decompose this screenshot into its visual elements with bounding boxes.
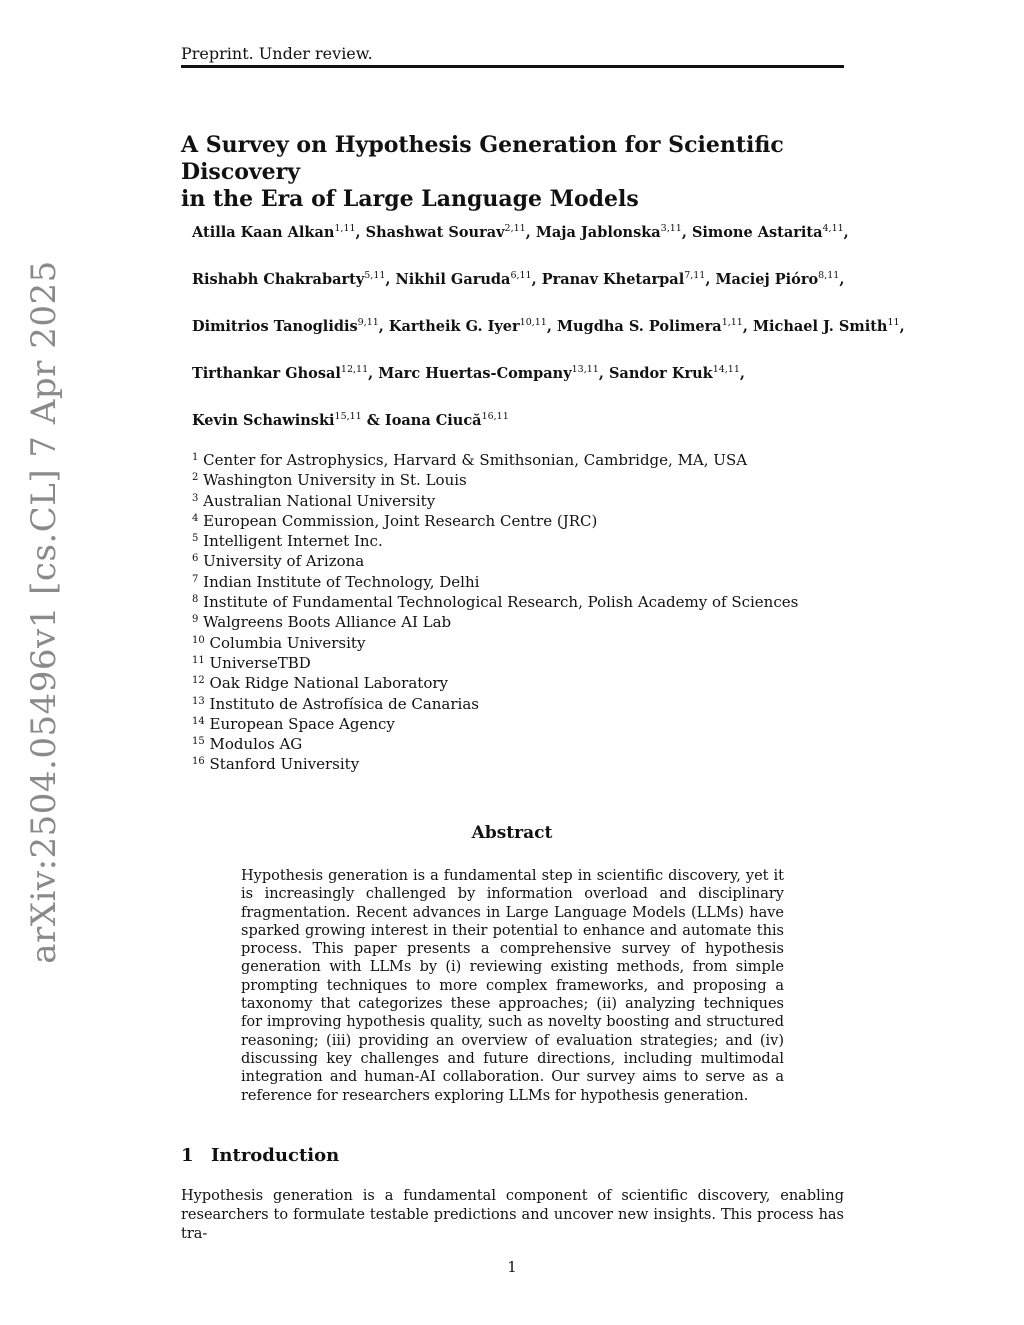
author: Kevin Schawinski$^{15,11}$ & — [192, 411, 385, 429]
author: Maciej Pióro$^{8,11}$, — [715, 270, 845, 288]
affiliation: $^6$ University of Arizona — [192, 552, 365, 571]
affiliation: $^9$ Walgreens Boots Alliance AI Lab — [192, 613, 452, 632]
affiliation: $^3$ Australian National University — [192, 491, 436, 510]
author: Mugdha S. Polimera$^{1,11}$, — [556, 317, 753, 335]
affiliation: $^{15}$ Modulos AG — [192, 735, 303, 754]
section-number: 1 — [181, 1145, 194, 1166]
page-number: 1 — [507, 1258, 517, 1276]
title-line-2: in the Era of Large Language Models — [181, 186, 639, 212]
affiliation: $^2$ Washington University in St. Louis — [192, 471, 467, 490]
affiliation: $^1$ Center for Astrophysics, Harvard & Smithsonian, Cambridge, MA, USA — [192, 451, 748, 469]
abstract-heading: Abstract — [471, 823, 553, 843]
affiliation: $^{10}$ Columbia University — [192, 633, 366, 652]
running-header: Preprint. Under review. — [181, 44, 373, 63]
header-rule — [181, 65, 844, 68]
author: Maja Jablonska$^{3,11}$, — [535, 223, 692, 241]
author-list — [192, 222, 912, 457]
author: Ioana Ciucă$^{16,11}$ — [384, 411, 509, 429]
author: Sandor Kruk$^{14,11}$, — [608, 364, 745, 382]
paper-title — [181, 132, 881, 213]
affiliation: $^{13}$ Instituto de Astrofísica de Canarias — [192, 694, 479, 713]
arxiv-stamp: arXiv:2504.05496v1 [cs.CL] 7 Apr 2025 — [24, 260, 64, 964]
introduction-body: Hypothesis generation is a fundamental component of scientific discovery, enabling researchers to formulate testable predictions and uncover new insights. This process has tra- — [181, 1188, 844, 1242]
author: Tirthankar Ghosal$^{12,11}$, — [192, 364, 379, 382]
affiliation: $^{11}$ UniverseTBD — [192, 653, 311, 672]
title-line-1: A Survey on Hypothesis Generation for Scientific Discovery — [181, 132, 784, 185]
affiliation-list — [192, 450, 892, 775]
author: Rishabh Chakrabarty$^{5,11}$, — [192, 270, 396, 288]
author: Pranav Khetarpal$^{7,11}$, — [541, 270, 716, 288]
affiliation: $^{16}$ Stanford University — [192, 755, 360, 774]
section-heading-introduction — [181, 1144, 339, 1168]
affiliation: $^{12}$ Oak Ridge National Laboratory — [192, 674, 448, 693]
affiliation: $^7$ Indian Institute of Technology, Delhi — [192, 572, 480, 591]
author-line — [192, 269, 912, 316]
abstract-body: Hypothesis generation is a fundamental step in scientific discovery, yet it is increasingly challenged by information overload and disciplinary fragmentation. Recent advances in Large Language Models (LLMs) have sparked growing interest in their potential to enhance and automate this process. This paper presents a comprehensive survey of hypothesis generation with LLMs by (i) reviewing existing methods, from simple prompting techniques to more complex frameworks, and proposing a taxonomy that categorizes these approaches; (ii) analyzing techniques for improving hypothesis quality, such as novelty boosting and structured reasoning; (iii) providing an overview of evaluation strategies; and (iv) discussing key challenges and future directions, including multimodal integration and human-AI collaboration. Our survey aims to serve as a reference for researchers exploring LLMs for hypothesis generation. — [241, 868, 784, 1104]
author: Shashwat Sourav$^{2,11}$, — [365, 223, 536, 241]
section-title: Introduction — [211, 1145, 340, 1166]
affiliation: $^5$ Intelligent Internet Inc. — [192, 532, 383, 551]
author: Simone Astarita$^{4,11}$, — [691, 223, 849, 241]
author-line — [192, 316, 912, 363]
author: Dimitrios Tanoglidis$^{9,11}$, — [192, 317, 389, 335]
author: Marc Huertas-Company$^{13,11}$, — [378, 364, 609, 382]
author: Kartheik G. Iyer$^{10,11}$, — [388, 317, 557, 335]
author: Atilla Kaan Alkan$^{1,11}$, — [192, 223, 366, 241]
author: Michael J. Smith$^{11}$, — [752, 317, 905, 335]
author: Nikhil Garuda$^{6,11}$, — [395, 270, 542, 288]
author-line — [192, 363, 912, 410]
affiliation: $^8$ Institute of Fundamental Technological Research, Polish Academy of Sciences — [192, 593, 799, 612]
affiliation: $^{14}$ European Space Agency — [192, 714, 395, 733]
author-line — [192, 222, 912, 269]
affiliation: $^4$ European Commission, Joint Research Centre (JRC) — [192, 511, 598, 530]
